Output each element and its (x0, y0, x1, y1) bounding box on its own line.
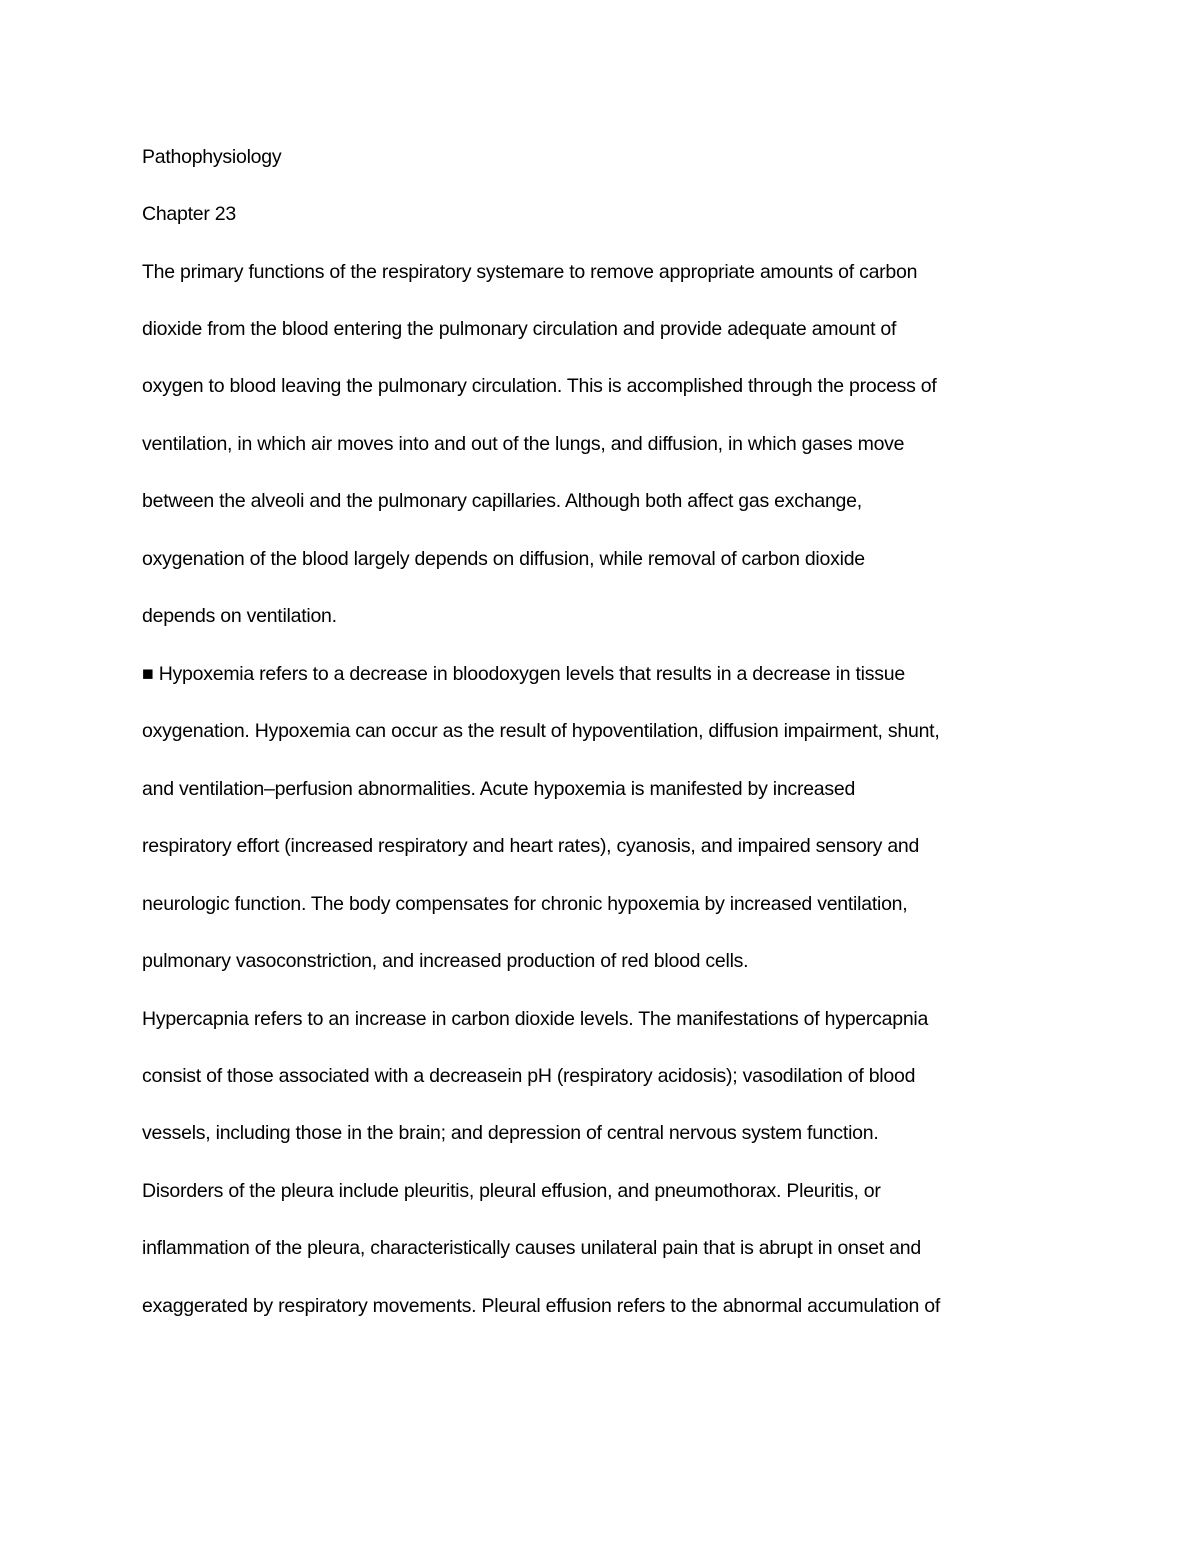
text-line: ventilation, in which air moves into and out of the lungs, and diffusion, in which gases move (142, 433, 905, 455)
text-line: pulmonary vasoconstriction, and increased production of red blood cells. (142, 950, 749, 972)
text-line: and ventilation–perfusion abnormalities. Acute hypoxemia is manifested by increased (142, 778, 856, 800)
text-line: Hypercapnia refers to an increase in carbon dioxide levels. The manifestations of hypercapnia (142, 1008, 929, 1030)
text-line: exaggerated by respiratory movements. Pleural effusion refers to the abnormal accumulation of (142, 1295, 940, 1317)
text-line: inflammation of the pleura, characteristically causes unilateral pain that is abrupt in onset and (142, 1237, 921, 1259)
chapter-heading: Chapter 23 (142, 203, 236, 225)
text-line: respiratory effort (increased respiratory and heart rates), cyanosis, and impaired sensory and (142, 835, 920, 857)
text-line: oxygen to blood leaving the pulmonary circulation. This is accomplished through the process of (142, 375, 937, 397)
text-line: between the alveoli and the pulmonary capillaries. Although both affect gas exchange, (142, 490, 862, 512)
text-line: oxygenation. Hypoxemia can occur as the result of hypoventilation, diffusion impairment, shunt, (142, 720, 940, 742)
text-line: consist of those associated with a decreasein pH (respiratory acidosis); vasodilation of blood (142, 1065, 916, 1087)
text-line: neurologic function. The body compensates for chronic hypoxemia by increased ventilation, (142, 893, 908, 915)
text-line: oxygenation of the blood largely depends on diffusion, while removal of carbon dioxide (142, 548, 865, 570)
document-title: Pathophysiology (142, 146, 282, 168)
text-line: dioxide from the blood entering the pulmonary circulation and provide adequate amount of (142, 318, 897, 340)
text-line: ■ Hypoxemia refers to a decrease in bloodoxygen levels that results in a decrease in tissue (142, 663, 905, 685)
text-line: The primary functions of the respiratory systemare to remove appropriate amounts of carbon (142, 261, 918, 283)
text-line: vessels, including those in the brain; and depression of central nervous system function. (142, 1122, 879, 1144)
text-line: Disorders of the pleura include pleuritis, pleural effusion, and pneumothorax. Pleuritis, or (142, 1180, 881, 1202)
text-line: depends on ventilation. (142, 605, 337, 627)
